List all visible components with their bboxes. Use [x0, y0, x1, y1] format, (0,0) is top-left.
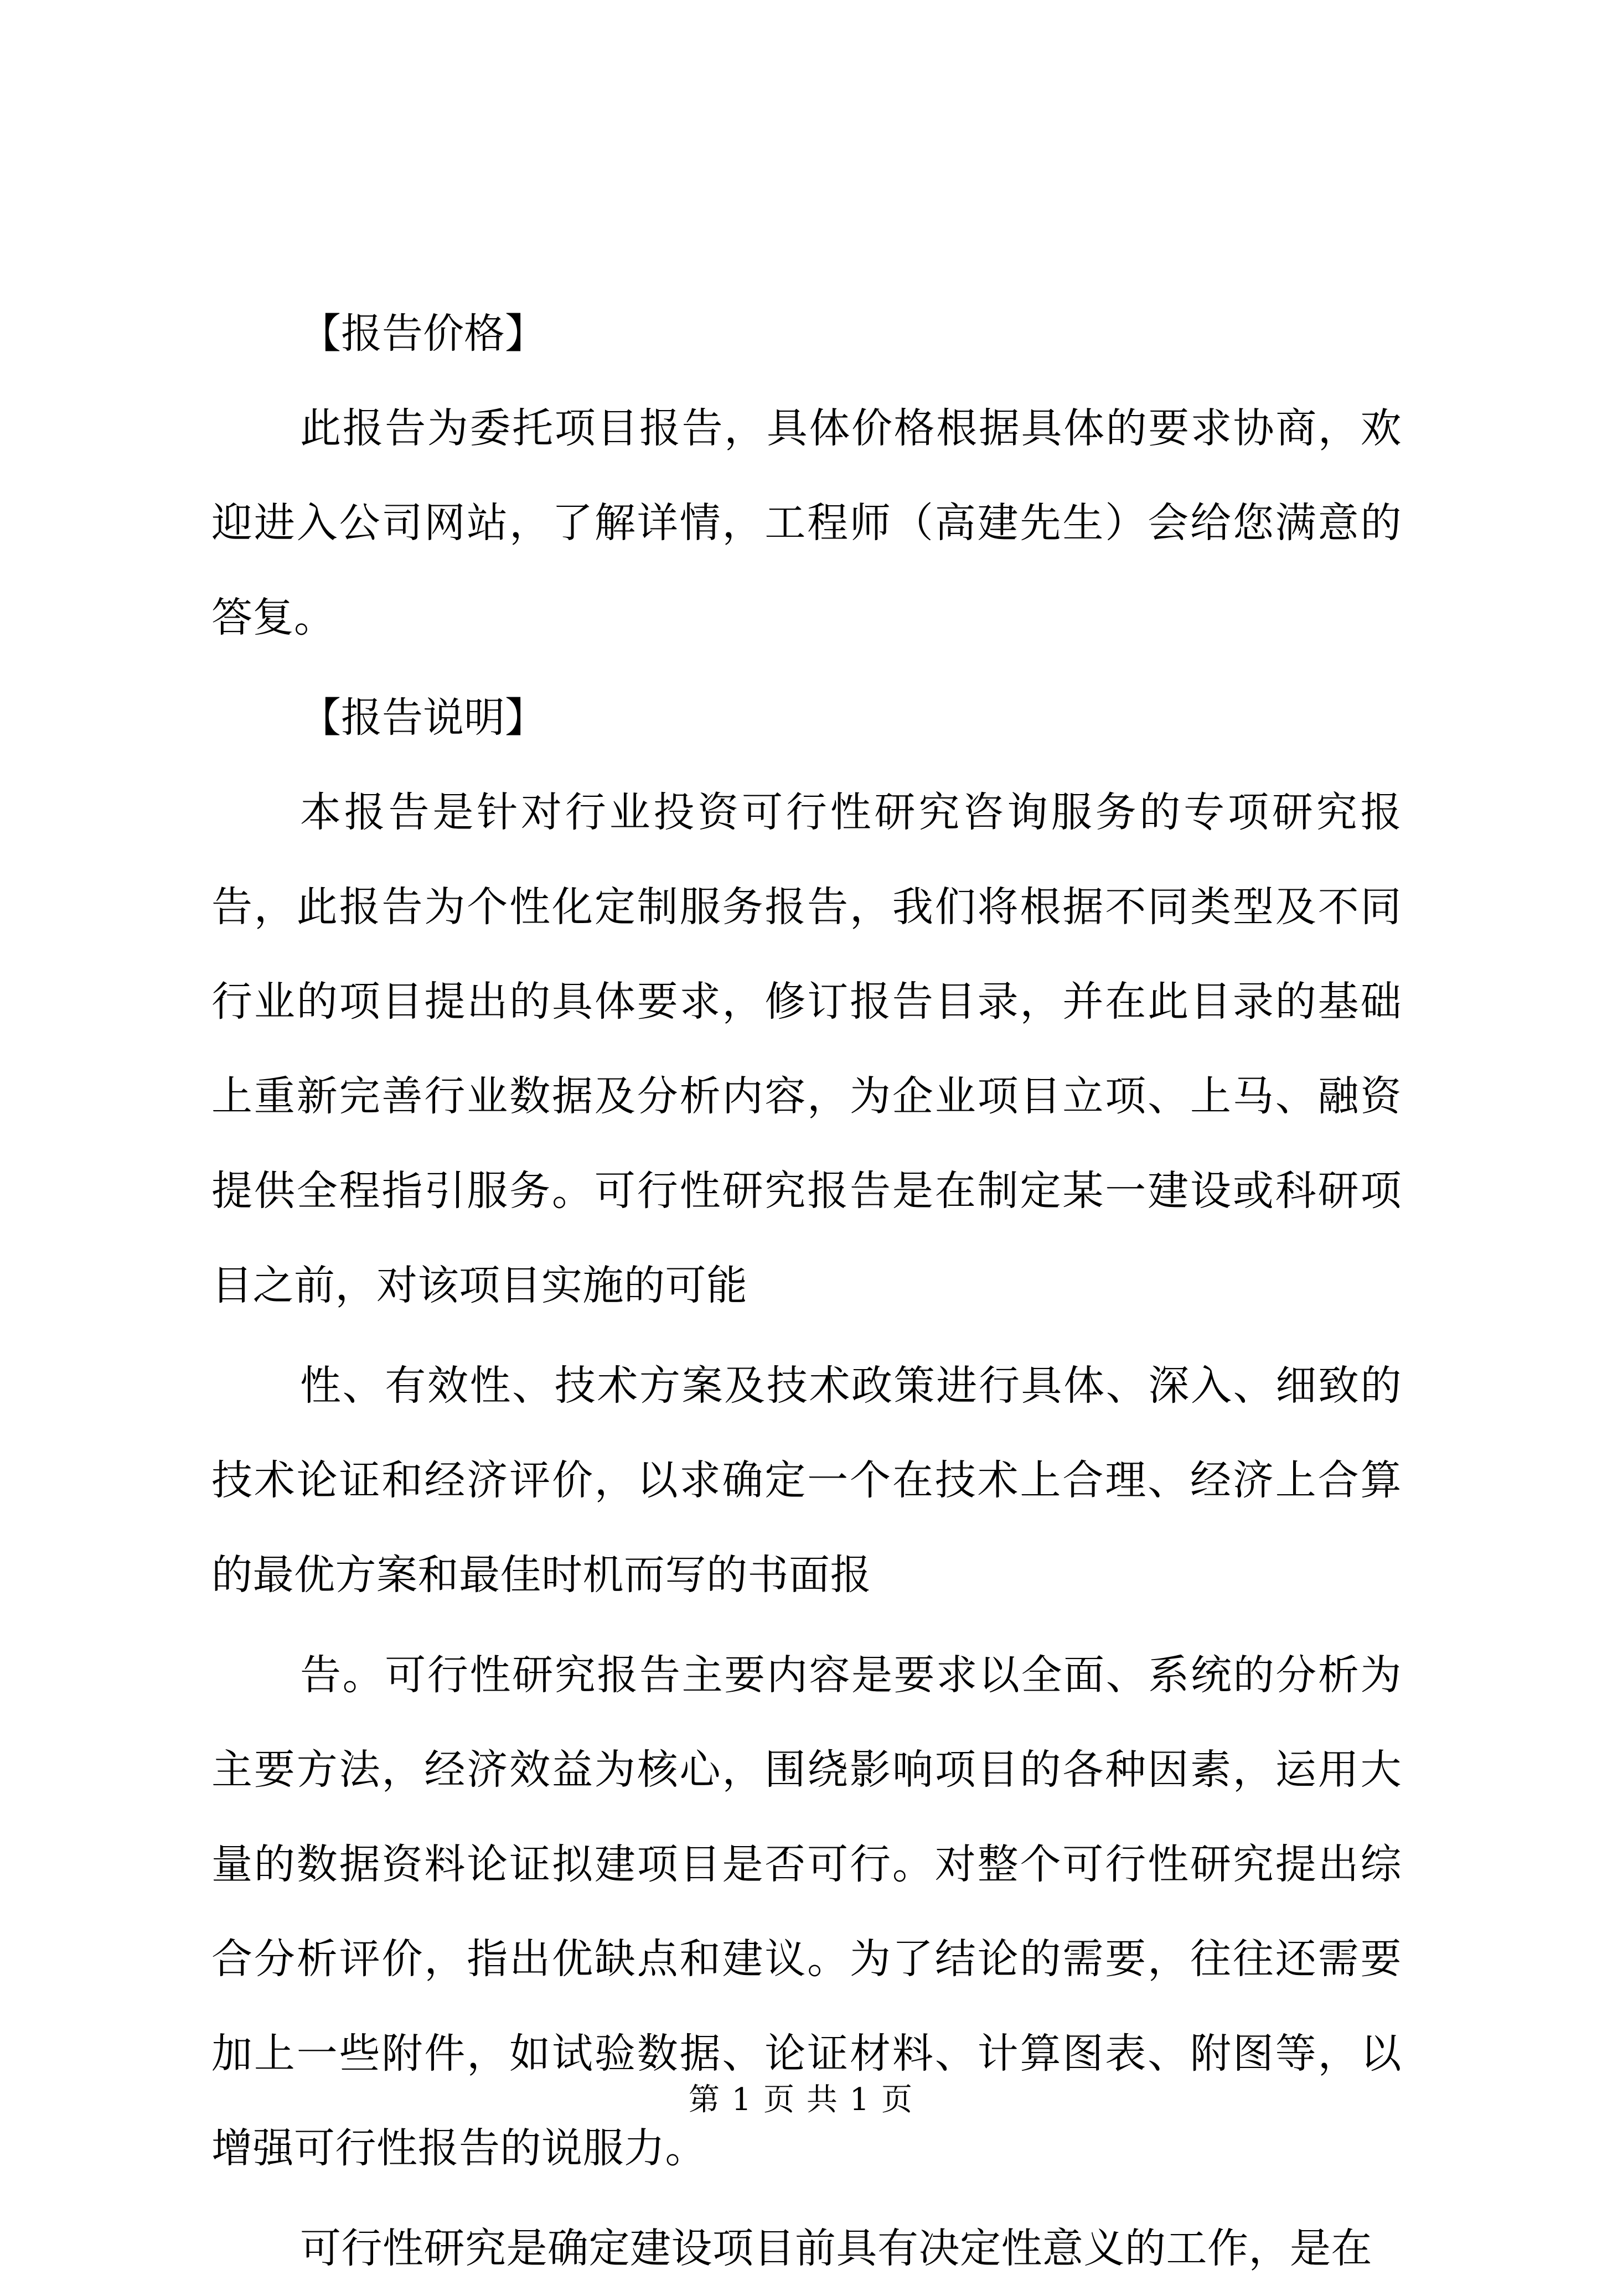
section-heading-description: 【报告说明】 — [300, 694, 546, 742]
description-paragraph-3: 告。可行性研究报告主要内容是要求以全面、系统的分析为主要方法，经济效益为核心，围绕影响项目的各种因素，运用大量的数据资料论证拟建项目是否可行。对整个可行性研究提出综合分析评价，指出优缺点和建议。为了结论的需要，往往还需要加上一些附件，如试验数据、论证材料、计算图表、附图等，以增强可行性报告的说服力。 — [211, 1651, 1402, 2172]
description-paragraph-1: 本报告是针对行业投资可行性研究咨询服务的专项研究报告，此报告为个性化定制服务报告，我们将根据不同类型及不同行业的项目提出的具体要求，修订报告目录，并在此目录的基础上重新完善行业数据及分析内容，为企业项目立项、上马、融资提供全程指引服务。可行性研究报告是在制定某一建设或科研项目之前，对该项目实施的可能 — [211, 789, 1402, 1309]
description-paragraph-2: 性、有效性、技术方案及技术政策进行具体、深入、细致的技术论证和经济评价，以求确定一个在技术上合理、经济上合算的最优方案和最佳时机而写的书面报 — [211, 1362, 1402, 1599]
price-paragraph: 此报告为委托项目报告，具体价格根据具体的要求协商，欢迎进入公司网站，了解详情，工程师（高建先生）会给您满意的答复。 — [211, 405, 1402, 641]
page-number-footer: 第 1 页 共 1 页 — [688, 2082, 914, 2118]
description-paragraph-4: 可行性研究是确定建设项目前具有决定性意义的工作，是在 — [300, 2225, 1372, 2272]
section-heading-price: 【报告价格】 — [300, 310, 546, 357]
document-body — [211, 287, 1402, 2296]
